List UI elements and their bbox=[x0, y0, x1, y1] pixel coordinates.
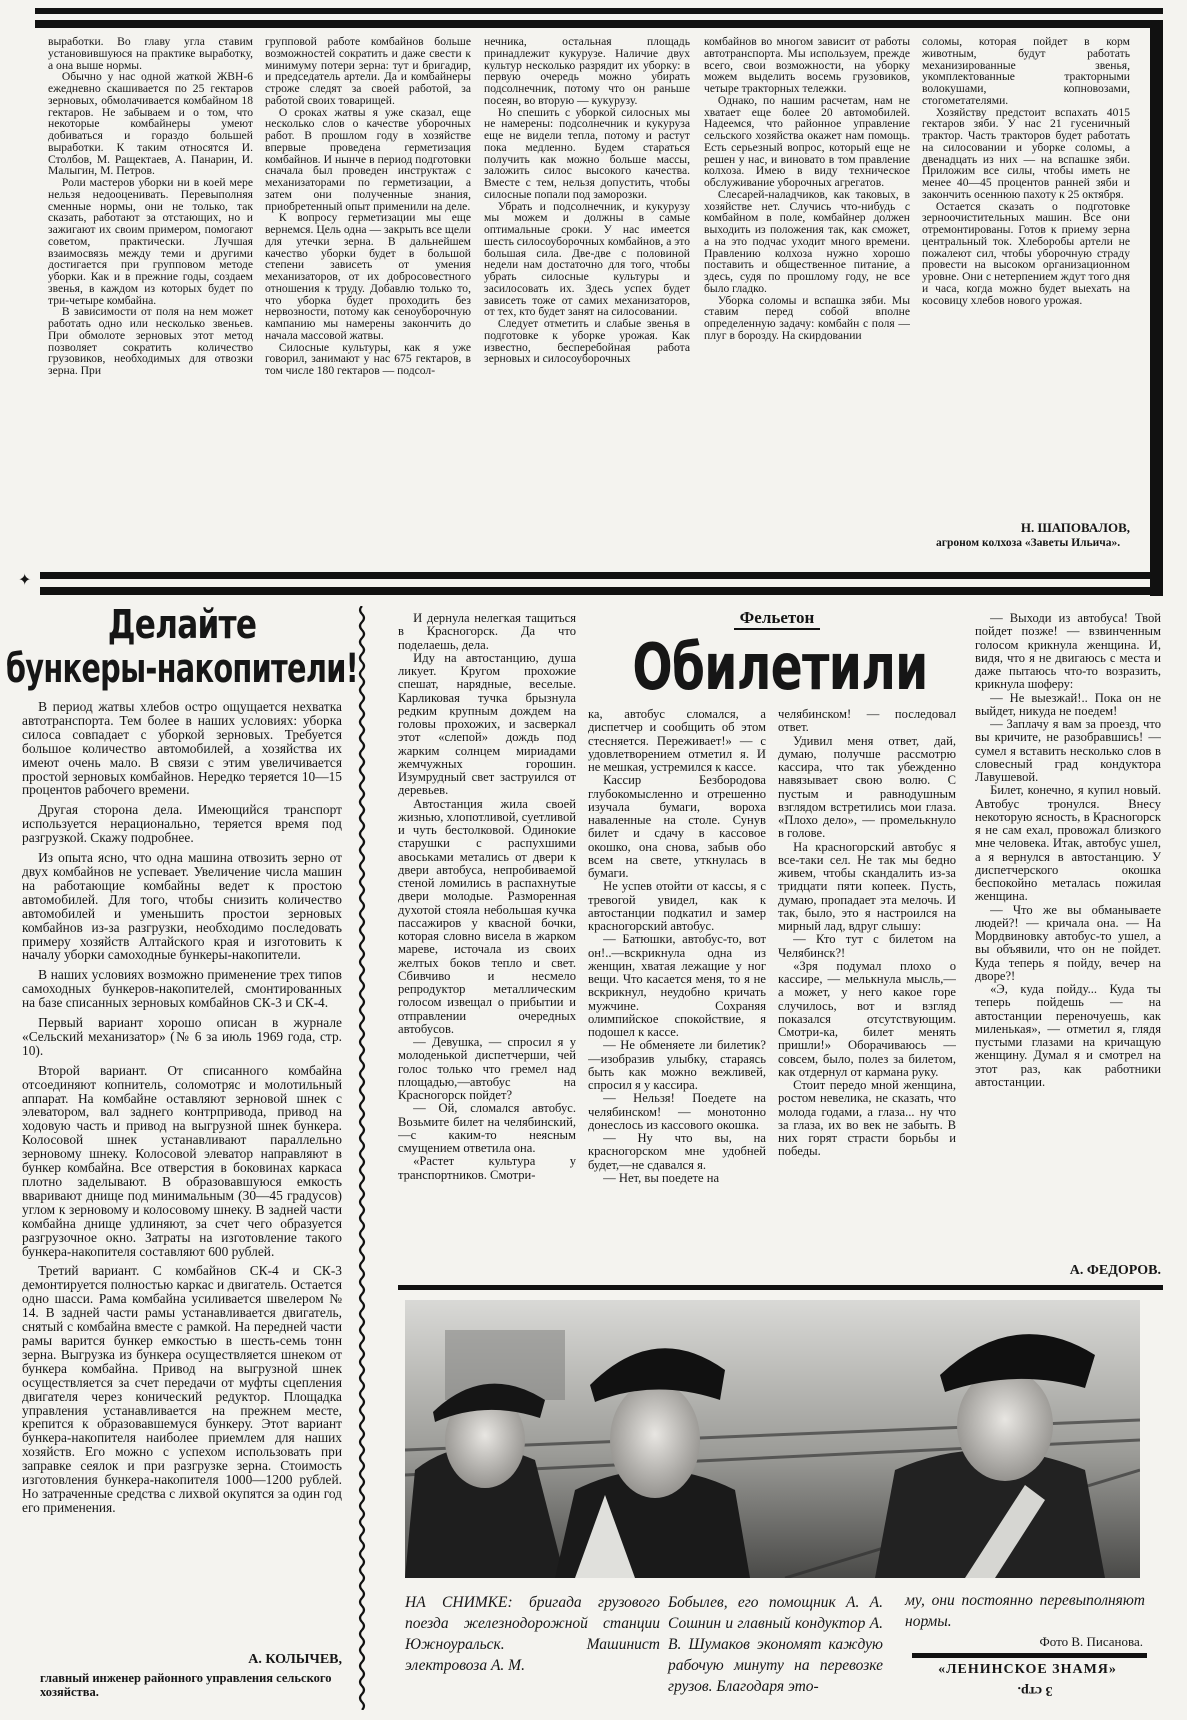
paragraph: Роли мастеров уборки ни в коей мере нельзя недооценивать. Перевыполняя сменные нормы, они не только, так сказать, работают за отстающих, но и зажигают их своим примером, помогают советом, практически. Лучшая взаимосвязь между теми и другими достигается при групповом методе уборки. Как и в прежние годы, создаем звенья, в каждом из которых будет по три-четыре комбайна. bbox=[48, 176, 253, 307]
paragraph: Кассир Безбородова глубокомысленно и отрешенно изучала бумаги, вороха наваленные на столе. Сунув билет и сдачу в кассовое окошко, она снова, забыв обо всем на свете, уткнулась в бумаги. bbox=[588, 773, 766, 880]
paragraph: — Кто тут с билетом на Челябинск?! bbox=[778, 932, 956, 960]
photo-caption-col-3: му, они постоянно перевыполняют нормы. bbox=[905, 1592, 1145, 1630]
page-number: 3 стр. bbox=[1017, 1683, 1053, 1698]
paragraph: Но спешить с уборкой силосных мы не намерены: подсолнечник и кукуруза еще не видели тепла, потому и растут пока медленно. Будем стараться получить как можно больше массы, заложить силос высокого качества. Вместе с тем, нельзя допустить, чтобы силосные попали под заморозки. bbox=[484, 105, 690, 201]
frame-bottom-rule bbox=[40, 587, 1163, 595]
paragraph: групповой работе комбайнов больше возможностей сократить и даже свести к минимуму потери зерна: тут и бригадир, и председатель артели. Да и комбайнеры строже следят за своей работой, за работой своих товарищей. bbox=[265, 36, 471, 107]
left-article-body bbox=[22, 700, 342, 1645]
paragraph: Убрать и подсолнечник, и кукурузу мы можем и должны в самые оптимальные сроки. У нас имеется шесть силосоуборочных комбайнов, а это большая сила. Две-две с половиной недели нам достаточно для того, чтобы убрать силосные культуры и засилосовать их. Здесь успех будет зависеть тоже от самих механизаторов, от тех, кто будет занят на силосовании. bbox=[484, 199, 690, 319]
left-article-author-title: главный инженер районного управления сельского хозяйства. bbox=[40, 1671, 332, 1699]
newspaper-name: «ЛЕНИНСКОЕ ЗНАМЯ» bbox=[938, 1662, 1117, 1677]
paragraph: Билет, конечно, я купил новый. Автобус тронулся. Внесу некоторую ясность, в Красногорск я не сам ехал, провожал близкого мне человека. Итак, автобус ушел, а я вернулся в автостанцию. У диспетчерского окошка беспокойно металась пожилая женщина. bbox=[975, 783, 1161, 904]
paragraph: Слесарей-наладчиков, как таковых, в хозяйстве нет. Случись что-нибудь с комбайном в поле, комбайнер должен выходить из положения так, как сможет, а на это подчас уходит много времени. Правлению колхоза нужно хорошо поставить и общественное питание, а здесь, судя по прошлому году, не все было гладко. bbox=[704, 187, 910, 295]
paragraph: Обычно у нас одной жаткой ЖВН-6 ежедневно скашивается по 25 гектаров зерновых, обмолачивается комбайном 18 гектаров. Не забываем и о том, что некоторые комбайнеры умеют добиваться и гораздо большей выработки. К таким относятся И. Столбов, М. Ращектаев, А. Панарин, И. Малыгин, М. Петров. bbox=[48, 70, 253, 178]
top-article-author-title: агроном колхоза «Заветы Ильича». bbox=[936, 537, 1121, 549]
feuilleton-rubric bbox=[587, 608, 967, 628]
paragraph: — Нельзя! Поедете на челябинском! — монотонно донеслось из кассового окошка. bbox=[588, 1091, 766, 1132]
paragraph: Первый вариант хорошо описан в журнале «Сельский механизатор» (№ 6 за июль 1969 года, стр. 10). bbox=[22, 1015, 342, 1058]
paragraph: Из опыта ясно, что одна машина отвозить зерно от двух комбайнов не успевает. Увеличение числа машин на работающие комбайны ведет к простою автомобилей. Для того, чтобы снизить количество автомобилей и уменьшить простои зерновых комбайнов из-за разгрузки, необходимо последовать примеру хозяйств Алтайского края и изготовить к началу уборки самоходные бункеры-накопители. bbox=[22, 850, 342, 963]
paragraph: — Ну что вы, на красногорском мне удобней будет,—не сдавался я. bbox=[588, 1131, 766, 1172]
paragraph: «Э, куда пойду... Куда ты теперь пойдешь — на автостанции переночуешь, как миленькая», — отметил я, глядя пустыми глазами на кричащую женщину. Думал я и смотрел на этот раз, как работники автостанции. bbox=[975, 982, 1161, 1089]
paragraph: Удивил меня ответ, дай, думаю, получше рассмотрю кассира, что так убежденно навязывает свою волю. С пустым и равнодушным взглядом встретились мои глаза. «Плохо дело», — промелькнуло в голове. bbox=[778, 733, 956, 841]
footer-rule bbox=[912, 1653, 1147, 1658]
paragraph: — Заплачу я вам за проезд, что вы кричите, не разобравшись! — сумел я вставить несколько слов в словесный град кондуктора Лавушевой. bbox=[975, 717, 1161, 784]
paragraph: Третий вариант. С комбайнов СК-4 и СК-3 демонтируется полностью каркас и двигатель. Остается одно шасси. Рама комбайна усиливается швелером № 14. В задней части рамы устанавливается двигатель, снятый с комбайна вместе с рамкой. На передней части рамы варится бункер емкостью в шесть-семь тонн зерна. Выгрузка из бункера осуществляется шнеком от бункера комбайна. Привод на выгрузной шнек осуществляется за счет передачи от муфты сцепления двигателя через конический редуктор. Площадка управления устанавливается на прежнем месте, крепится к образовавшемуся бункеру. Этот вариант бункера-накопителя наиболее приемлем для наших хозяйств. Его можно с успехом использовать при заправке сеялок и при разгрузке зерна. Стоимость изготовления бункера-накопителя 1000—1200 рублей. Но затраченные средства с лихвой окупятся за один год его применения. bbox=[22, 1263, 342, 1515]
paragraph: — Батюшки, автобус-то, вот он!..—вскрикнула одна из женщин, хватая лежащие у ног вещи. Что касается меня, то я не вскрикнул, неудобно кричать мужчине. Сохраняя олимпийское спокойствие, я подошел к кассе. bbox=[588, 932, 766, 1039]
paragraph: выработки. Во главу угла ставим установившуюся на практике выработку, а она выше нормы. bbox=[48, 36, 253, 72]
paragraph: — Что же вы обманываете людей?! — кричала она. — На Мордвиновку автобус-то ушел, а вы объявили, что он не пойдет. Куда теперь я пойду, вечер на дворе?! bbox=[975, 902, 1161, 983]
top-article-author: Н. ШАПОВАЛОВ, bbox=[1020, 520, 1130, 535]
paragraph: — Выходи из автобуса! Твой пойдет позже! — взвинченным голосом крикнула женщина. И, видя, что я не двигаюсь с места и даже пытаюсь что-то возразить, крикнула шоферу: bbox=[975, 612, 1161, 692]
paragraph: — Не выезжай!.. Пока он не выйдет, никуда не поедем! bbox=[975, 690, 1161, 718]
top-column-2 bbox=[265, 36, 471, 568]
photo-top-rule bbox=[398, 1285, 1163, 1290]
top-column-5 bbox=[922, 36, 1130, 516]
photo-caption-col-2: Бобылев, его помощник А. А. Сошнин и главный кондуктор А. В. Шумаков экономят каждую рабочую минуту на перевозке грузов. Благодаря это- bbox=[668, 1594, 883, 1695]
paragraph: Остается сказать о подготовке зерноочистительных машин. Все они отремонтированы. Готов к приему зерна центральный ток. Хлеборобы артели не пожалеют сил, чтобы уборочную страду провести на высоком организационном уровне. Они с нетерпением ждут того дня и часа, когда можно будет выехать на косовицу хлебов нового урожая. bbox=[922, 199, 1130, 307]
paragraph: нечника, остальная площадь принадлежит кукурузе. Наличие двух культур несколько разрядит их уборку: в первую очередь можно убирать подсолнечник, потому что он раньше посеян, во вторую — кукурузу. bbox=[484, 36, 690, 107]
paragraph: Иду на автостанцию, душа ликует. Кругом прохожие спешат, нарядные, веселые. Карликовая тучка брызнула редким крупным дождем на головы прохожих, и засверкал этот «слепой» дождь под жарким солнцем мириадами жемчужных горошин. Изумрудный свет заструился от деревьев. bbox=[398, 650, 576, 798]
paragraph: Следует отметить и слабые звенья в подготовке к уборке урожая. Как известно, бесперебойная работа зерновых и силосоуборочных bbox=[484, 317, 690, 366]
top-column-1 bbox=[48, 36, 253, 568]
paragraph: Другая сторона дела. Имеющийся транспорт используется нерационально, теряется время под разгрузкой. Скажу подробнее. bbox=[22, 802, 342, 846]
top-rule bbox=[35, 8, 1163, 14]
paragraph: — Ой, сломался автобус. Возьмите билет на челябинский,—с каким-то неясным смущением ответила она. bbox=[398, 1101, 576, 1155]
paragraph: К вопросу герметизации мы еще вернемся. Цель одна — закрыть все щели для утечки зерна. В дальнейшем качество уборки будет в большой степени зависеть от умения механизаторов, от их добросовестного отношения к труду. Добавлю только то, что уборка будет проходить без нервозности, потому как сеноуборочную кампанию мы намерены закончить до начала массовой жатвы. bbox=[265, 211, 471, 342]
paragraph: О сроках жатвы я уже сказал, еще несколько слов о качестве уборочных работ. В прошлом году в хозяйстве впервые проведена герметизация комбайнов. И нынче в период подготовки сначала был проведен инструктаж с механизаторами по герметизации, а затем они полученные знания, приобретенный опыт применили на деле. bbox=[265, 105, 471, 213]
paragraph: Автостанция жила своей жизнью, хлопотливой, суетливой и чуть бестолковой. Одинокие старушки с распухшими авоськами метались от двери к двери автобуса, непробиваемой стеной ломились в распахнутые двери молодые. Разморенная духотой стояла небольшая кучка пассажиров у квасной бочки, которая словно висела в жарком мареве, источала из своих желтых боков тепло и свет. Сбивчиво и несмело репродуктор металлическим голосом извещал о прибытии и отправлении очередных автобусов. bbox=[398, 796, 576, 1036]
left-headline-line1: Делайте bbox=[107, 602, 257, 648]
paragraph: ка, автобус сломался, а диспетчер и сообщить об этом стесняется. Переживает!» — с удовлетворением отметил я. И не мешкая, устремился к кассе. bbox=[588, 708, 766, 774]
paragraph: комбайнов во многом зависит от работы автотранспорта. Мы используем, прежде всего, свои возможности, на уборку можем выделить восемь грузовиков, четыре тракторных тележки. bbox=[704, 36, 910, 95]
frame-bottom-rule bbox=[40, 572, 1163, 579]
paragraph: — Нет, вы поедете на bbox=[603, 1170, 720, 1185]
paragraph: Второй вариант. От списанного комбайна отсоединяют копнитель, соломотряс и молотильный аппарат. На комбайне оставляют зерновой шнек с элеватором, вал заднего контрпривода, привод на ходовую часть и привод на выгрузной шнек бункера. Колосовой шнек устанавливают параллельно зерновому шнеку. Колосовой элеватор направляют в бункер комбайна. Все отверстия в боковинах каркаса плотно заделывают. В образовавшуюся емкость вваривают днище под минимальным (30—45 градусов) углом к зерновому и колосовому шнеку. В задней части комбайна днище удлиняют, за счет чего образуется разгрузочное окно. Затраты на изготовление такого бункера-накопителя составляют 600 рублей. bbox=[22, 1062, 342, 1259]
paragraph: Стоит передо мной женщина, ростом невелика, не сказать, что молода годами, а глаза... ну что за глаза, их во век не забыть. В них горят страсти борьбы и победы. bbox=[778, 1078, 956, 1159]
photo-train-crew bbox=[405, 1300, 1140, 1578]
paragraph: Уборка соломы и вспашка зяби. Мы ставим перед собой вполне определенную задачу: комбайн с поля — плуг в борозду. На скирдовании bbox=[704, 293, 910, 342]
paragraph: Хозяйству предстоит вспахать 4015 гектаров зяби. У нас 21 гусеничный трактор. Часть тракторов будет работать на силосовании и уборке соломы, а двенадцать из них — на вспашке зяби. Приложим все силы, чтобы иметь не менее 40—45 процентов ранней зяби и закончить осеннюю пахоту к 25 октября. bbox=[922, 105, 1130, 201]
paragraph: В наших условиях возможно применение трех типов самоходных бункеров-накопителей, смонтированных на базе списанных зерновых комбайнов СК-3 и СК-4. bbox=[22, 967, 342, 1011]
paragraph: «Растет культура у транспортников. Смотри- bbox=[398, 1154, 576, 1182]
paragraph: челябинском! — последовал ответ. bbox=[778, 708, 956, 735]
photo-caption-col-1: НА СНИМКЕ: бригада грузового поезда железнодорожной станции Южноуральск. Машинист электровоза А. М. bbox=[405, 1594, 660, 1674]
feuilleton-column-1 bbox=[398, 612, 576, 1276]
paragraph: соломы, которая пойдет в корм животным, будут работать механизированные звенья, укомплектованные тракторными волокушами, копновозами, стогометателями. bbox=[922, 36, 1130, 107]
paragraph: Не успев отойти от кассы, я с тревогой увидел, как к автостанции подкатил и замер красногорский автобус. bbox=[588, 879, 766, 933]
paragraph: Силосные культуры, как я уже говорил, занимают у нас 675 гектаров, в том числе 180 гектаров — подсол- bbox=[265, 340, 471, 377]
paragraph: В период жатвы хлебов остро ощущается нехватка автотранспорта. Тем более в наших условиях: уборка силоса совпадает с уборкой зерновых. Требуется большое количество автомобилей, а хозяйства их имеют очень мало. В связи с этим увеличивается простой зерновых комбайнов. Нередко теряется 10—15 процентов рабочего времени. bbox=[22, 700, 342, 798]
feuilleton-column-4 bbox=[975, 612, 1161, 1258]
top-column-4 bbox=[704, 36, 910, 568]
paragraph: — Девушка, — спросил я у молоденькой диспетчерши, чей голос только что гремел над площадью,—автобус на Красногорск пойдет? bbox=[398, 1035, 576, 1102]
wavy-separator bbox=[355, 606, 369, 1710]
frame-right-bar bbox=[1150, 20, 1163, 596]
photo-credit: Фото В. Писанова. bbox=[1039, 1634, 1143, 1649]
feuilleton-column-3 bbox=[778, 708, 956, 1276]
paragraph: Однако, по нашим расчетам, нам не хватает еще более 20 автомобилей. Надеемся, что районное управление сельского хозяйства окажет нам помощь. Есть серьезный вопрос, который еще не решен у нас, и виновато в том правление колхоза. Имею в виду техническое обслуживание уборочных агрегатов. bbox=[704, 93, 910, 189]
feuilleton-headline: Обилетили bbox=[632, 631, 928, 705]
paragraph: В зависимости от поля на нем может работать одно или несколько звеньев. При обмолоте зерновых этот метод позволяет сократить количество грузовиков, необходимых для отвозки зерна. При bbox=[48, 305, 253, 377]
top-rule bbox=[35, 20, 1163, 28]
paragraph: И дернула нелегкая тащиться в Красногорск. Да что поделаешь, дела. bbox=[398, 612, 576, 652]
ornament-icon: ✦ bbox=[18, 572, 32, 589]
left-article-author: А. КОЛЫЧЕВ, bbox=[248, 1652, 342, 1667]
left-headline-line2: бункеры-накопители! bbox=[5, 646, 359, 692]
feuilleton-author: А. ФЕДОРОВ. bbox=[1069, 1263, 1161, 1278]
paragraph: На красногорский автобус я все-таки сел. Не так мы бедно живем, чтобы скандалить из-за тридцати пяти копеек. Пусть, думаю, пропадает эта мелочь. И так, было, это я настроился на мирный лад, вдруг слышу: bbox=[778, 839, 956, 933]
feuilleton-column-2 bbox=[588, 708, 766, 1276]
paragraph: «Зря подумал плохо о кассире, — мелькнула мысль,— а может, у него какое горе случилось, вот и взгляд показался отсутствующим. Смотри-ка, билет менять пришли!» Оборачиваюсь — совсем, было, полез за билетом, как отдернул от кармана руку. bbox=[778, 958, 956, 1079]
paragraph: — Не обменяете ли билетик? —изобразив улыбку, стараясь быть как можно вежливей, спросил я у кассира. bbox=[588, 1038, 766, 1092]
top-column-3 bbox=[484, 36, 690, 568]
rubric-label: Фельетон bbox=[734, 608, 821, 630]
